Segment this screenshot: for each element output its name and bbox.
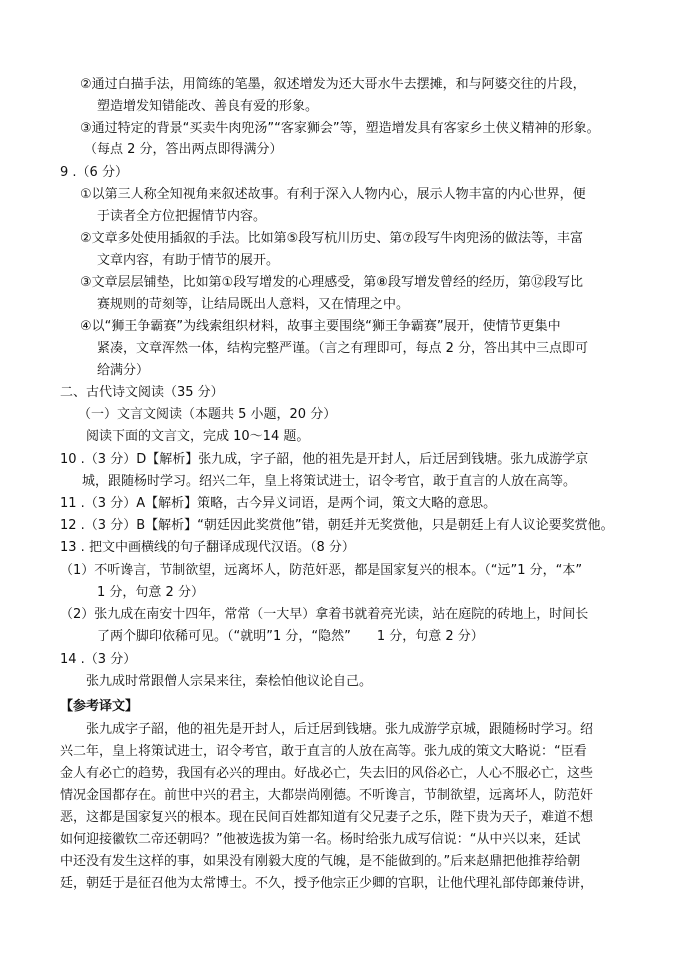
q9-line: ①以第三人称全知视角来叙述故事。有利于深入人物内心，展示人物丰富的内心世界，便	[80, 187, 586, 202]
answer-point-3: ③通过特定的背景“买卖牛肉兜汤”“客家狮会”等，塑造增发具有客家乡土侠义精神的形象。	[80, 121, 600, 136]
answer-13-2-line2: 了两个脚印依稀可见。（“就明”1 分，“隐然” 1 分，句意 2 分）	[97, 629, 484, 644]
reference-line: 金人有必亡的趋势，我国有必兴的理由。好战必亡，失去旧的风俗必亡，人心不服必亡，这些	[60, 766, 594, 781]
reference-line: 中还没有发生这样的事，如果没有刚毅大度的气魄，是不能做到的。”后来赵鼎把他推荐给朝	[60, 854, 581, 869]
reference-title: 【参考译文】	[60, 699, 139, 714]
q9-line: 给满分）	[97, 363, 150, 378]
q9-line: 赛规则的苛刻等，让结局既出人意料，又在情理之中。	[97, 297, 410, 312]
q9-line: ④以“狮王争霸赛”为线索组织材料，故事主要围绕“狮王争霸赛”展开，使情节更集中	[80, 319, 561, 334]
answer-13-1-line1: （1）不听谗言，节制欲望，远离坏人，防范奸恶，都是国家复兴的根本。（“远”1 分，“本”	[60, 563, 583, 578]
reference-line: 廷，朝廷于是征召他为太常博士。不久，授予他宗正少卿的官职，让他代理礼部侍郎兼侍讲，	[60, 876, 594, 891]
q9-line: ②文章多处使用插叙的手法。比如第⑤段写杭川历史、第⑦段写牛肉兜汤的做法等，丰富	[80, 231, 583, 246]
reference-line: 恶，这都是国家复兴的根本。现在民间百姓都知道有父兄妻子之乐，陛下贵为天子，难道不想	[60, 810, 594, 825]
scoring-note: （每点 2 分，答出两点即得满分）	[84, 142, 283, 157]
reference-line: 兴二年，皇上将策试进士，诏令考官，敢于直言的人放在高等。张九成的策文大略说：“臣看	[60, 744, 587, 759]
answer-14-text: 张九成时常跟僧人宗杲来往，秦桧怕他议论自己。	[86, 674, 373, 689]
q9-header: 9 .（6 分）	[60, 165, 128, 180]
answer-10-line2: 城，跟随杨时学习。绍兴二年，皇上将策试进士，诏令考官，敢于直言的人放在高等。	[82, 474, 577, 489]
q9-line: 文章内容，有助于情节的展开。	[97, 253, 280, 268]
answer-10-line1: 10 .（3 分）D【解析】张九成，字子韶，他的祖先是开封人，后迁居到钱塘。张九成游学京	[60, 452, 589, 467]
question-13: 13 . 把文中画横线的句子翻译成现代汉语。（8 分）	[60, 540, 355, 555]
instruction: 阅读下面的文言文，完成 10～14 题。	[86, 429, 310, 444]
answer-14-header: 14 .（3 分）	[60, 652, 137, 667]
reference-line: 情况金国都存在。前世中兴的君主，大都崇尚刚德。不听谗言，节制欲望，远离坏人，防范奸	[60, 788, 594, 803]
q9-line: 紧凑，文章浑然一体，结构完整严谨。（言之有理即可，每点 2 分，答出其中三点即可	[97, 341, 589, 356]
answer-point-2-line2: 塑造增发知错能改、善良有爱的形象。	[97, 99, 319, 114]
section-title: 二、古代诗文阅读（35 分）	[60, 385, 224, 400]
answer-point-2-line1: ②通过白描手法，用简练的笔墨，叙述增发为还大哥水牛去摆摊，和与阿婆交往的片段，	[80, 77, 586, 92]
reference-line: 张九成字子韶，他的祖先是开封人，后迁居到钱塘。张九成游学京城，跟随杨时学习。绍	[86, 722, 594, 737]
answer-11: 11 .（3 分）A【解析】策略，古今异义词语，是两个词，策文大略的意思。	[60, 496, 497, 511]
answer-12: 12 .（3 分）B【解析】“朝廷因此奖赏他”错，朝廷并无奖赏他，只是朝廷上有人议论要奖赏他。	[60, 518, 614, 533]
subsection-title: （一）文言文阅读（本题共 5 小题，20 分）	[78, 407, 337, 422]
reference-line: 如何迎接徽钦二帝还朝吗？”他被选拔为第一名。杨时给张九成写信说：“从中兴以来，廷试	[60, 832, 581, 847]
answer-13-1-line2: 1 分，句意 2 分）	[97, 585, 204, 600]
q9-line: ③文章层层铺垫，比如第①段写增发的心理感受，第⑧段写增发曾经的经历，第⑫段写比	[80, 275, 583, 290]
q9-line: 于读者全方位把握情节内容。	[97, 209, 267, 224]
answer-13-2-line1: （2）张九成在南安十四年，常常（一大早）拿着书就着亮光读，站在庭院的砖地上，时间长	[60, 607, 589, 622]
